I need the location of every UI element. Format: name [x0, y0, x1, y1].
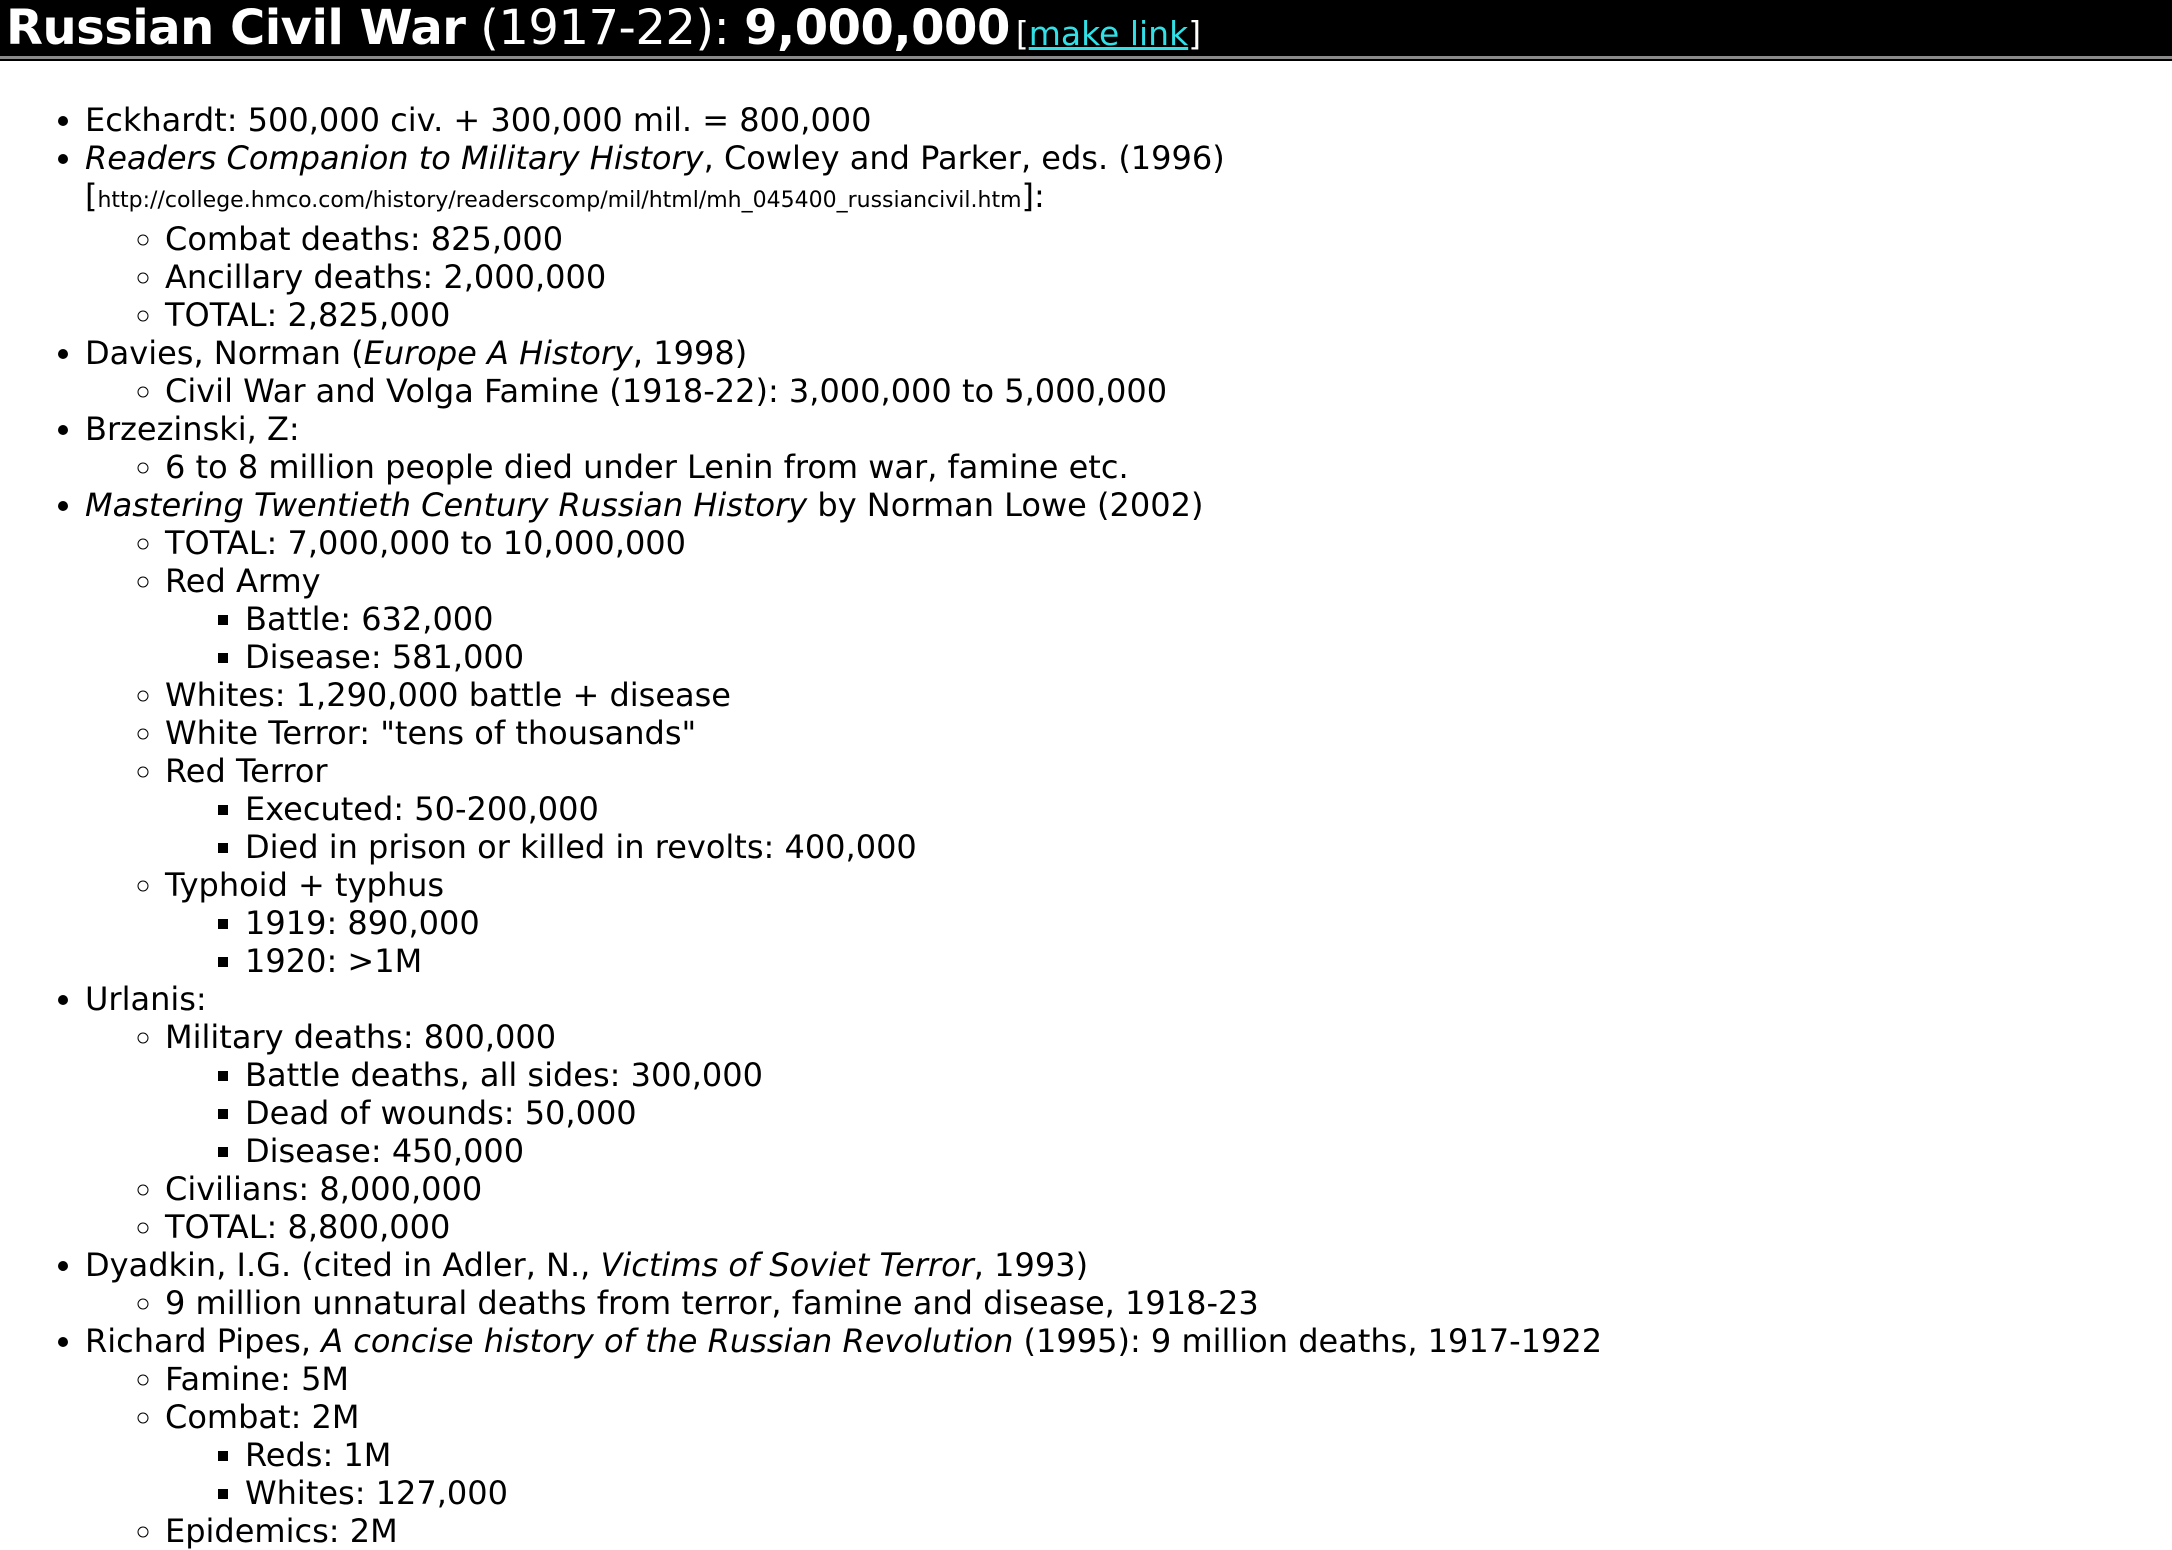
- sublist: [165, 600, 2172, 676]
- list-item: ◦ Epidemics: 2M: [165, 1512, 2172, 1550]
- list-item: ◦ Famine: 5M: [165, 1360, 2172, 1398]
- list-item-label: Red Terror: [165, 752, 328, 790]
- list-item: ◦ Ancillary deaths: 2,000,000: [165, 258, 2172, 296]
- source-text: Dyadkin, I.G. (cited in Adler, N.,: [85, 1246, 601, 1284]
- list-item-label: Combat: 2M: [165, 1398, 360, 1436]
- source-brzezinski: [85, 410, 2172, 486]
- list-item-red-army: [165, 562, 2172, 676]
- source-title: Europe A History: [363, 334, 633, 372]
- list-item: ◦ TOTAL: 2,825,000: [165, 296, 2172, 334]
- list-item: ◦ 9 million unnatural deaths from terror, famine and disease, 1918-23: [165, 1284, 2172, 1322]
- war-name: Russian Civil War: [6, 0, 466, 56]
- bracket-close: ]: [1188, 14, 1202, 53]
- list-item: ▪ Dead of wounds: 50,000: [245, 1094, 2172, 1132]
- list-item: ◦ Combat deaths: 825,000: [165, 220, 2172, 258]
- source-davies: [85, 334, 2172, 410]
- source-urlanis: [85, 980, 2172, 1246]
- list-item: ▪ 1920: >1M: [245, 942, 2172, 980]
- sublist: [165, 1056, 2172, 1170]
- list-item-typhoid: [165, 866, 2172, 980]
- sublist: [85, 372, 2172, 410]
- source-text: Brzezinski, Z:: [85, 410, 300, 448]
- source-url: http://college.hmco.com/history/readerscomp/mil/html/mh_045400_russiancivil.htm: [97, 188, 1022, 213]
- list-item: ▪ Disease: 450,000: [245, 1132, 2172, 1170]
- sublist: [165, 904, 2172, 980]
- list-item-label: Military deaths: 800,000: [165, 1018, 557, 1056]
- list-item: ◦ White Terror: "tens of thousands": [165, 714, 2172, 752]
- sublist: [85, 1018, 2172, 1246]
- source-readers-companion: [85, 139, 2172, 334]
- sublist: [85, 1360, 2172, 1550]
- source-text: ]:: [1021, 177, 1045, 215]
- list-item: ◦ Civilians: 8,000,000: [165, 1170, 2172, 1208]
- source-title: A concise history of the Russian Revolution: [321, 1322, 1014, 1360]
- list-item: ▪ Battle: 632,000: [245, 600, 2172, 638]
- list-item: ▪ Battle deaths, all sides: 300,000: [245, 1056, 2172, 1094]
- list-item: ▪ Died in prison or killed in revolts: 400,000: [245, 828, 2172, 866]
- list-item: ▪ Executed: 50-200,000: [245, 790, 2172, 828]
- list-item: ◦ 6 to 8 million people died under Lenin from war, famine etc.: [165, 448, 2172, 486]
- source-text: Richard Pipes,: [85, 1322, 322, 1360]
- list-item: ▪ Disease: 581,000: [245, 638, 2172, 676]
- sources-list: [0, 101, 2172, 1550]
- source-text: Davies, Norman (: [85, 334, 364, 372]
- list-item-label: Red Army: [165, 562, 321, 600]
- source-eckhardt: [85, 101, 2172, 139]
- make-link-wrapper: [1016, 0, 1201, 62]
- source-text: by Norman Lowe (2002): [807, 486, 1204, 524]
- source-text: Urlanis:: [85, 980, 207, 1018]
- page-header: [0, 0, 2172, 56]
- sublist: [85, 1284, 2172, 1322]
- list-item: ◦ Whites: 1,290,000 battle + disease: [165, 676, 2172, 714]
- make-link[interactable]: make link: [1028, 14, 1189, 53]
- list-item: ▪ Reds: 1M: [245, 1436, 2172, 1474]
- header-divider: [0, 56, 2172, 61]
- sources-content: [0, 101, 2172, 1550]
- sublist: [165, 1436, 2172, 1512]
- sublist: [85, 220, 2172, 334]
- list-item: ▪ 1919: 890,000: [245, 904, 2172, 942]
- source-text: Eckhardt: 500,000 civ. + 300,000 mil. = 800,000: [85, 101, 872, 139]
- list-item-label: Typhoid + typhus: [165, 866, 445, 904]
- list-item-military: [165, 1018, 2172, 1170]
- source-title: Mastering Twentieth Century Russian History: [85, 486, 808, 524]
- list-item: ◦ Civil War and Volga Famine (1918-22): 3,000,000 to 5,000,000: [165, 372, 2172, 410]
- sublist: [85, 524, 2172, 980]
- source-pipes: [85, 1322, 2172, 1550]
- bracket-open: [: [1015, 14, 1029, 53]
- list-item: ◦ TOTAL: 7,000,000 to 10,000,000: [165, 524, 2172, 562]
- page-title: [6, 0, 1010, 56]
- sublist: [85, 448, 2172, 486]
- source-text: (1995): 9 million deaths, 1917-1922: [1013, 1322, 1603, 1360]
- list-item-red-terror: [165, 752, 2172, 866]
- sublist: [165, 790, 2172, 866]
- source-lowe: [85, 486, 2172, 980]
- war-years: (1917-22):: [465, 0, 745, 56]
- death-total: 9,000,000: [744, 0, 1010, 56]
- source-text: , 1993): [973, 1246, 1089, 1284]
- list-item: ▪ Whites: 127,000: [245, 1474, 2172, 1512]
- source-title: Readers Companion to Military History: [85, 139, 704, 177]
- source-text: , Cowley and Parker, eds. (1996) [: [85, 139, 1225, 215]
- source-title: Victims of Soviet Terror: [600, 1246, 974, 1284]
- source-dyadkin: [85, 1246, 2172, 1322]
- source-text: , 1998): [632, 334, 748, 372]
- list-item-combat: [165, 1398, 2172, 1512]
- list-item: ◦ TOTAL: 8,800,000: [165, 1208, 2172, 1246]
